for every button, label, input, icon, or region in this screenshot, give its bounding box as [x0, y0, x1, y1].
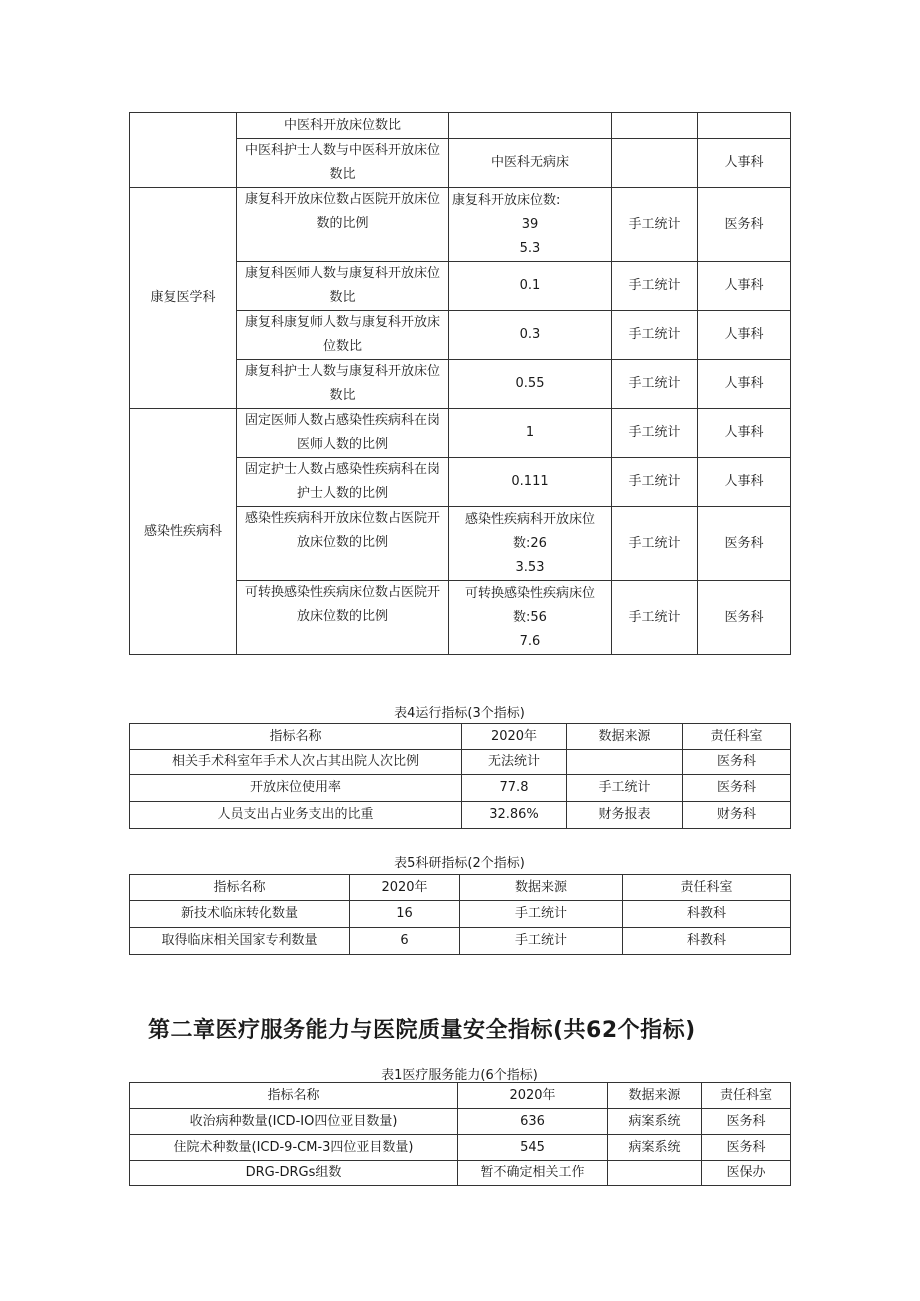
- header-cell: 数据来源: [608, 1083, 702, 1109]
- dept-cell: 医务科: [702, 1109, 791, 1135]
- indicator-cell: 取得临床相关国家专利数量: [130, 928, 350, 955]
- value-line: 3.53: [515, 559, 545, 575]
- value-line: 可转换感染性疾病床位: [464, 585, 595, 601]
- indicator-cell: 开放床位使用率: [130, 775, 462, 802]
- dept-cell: 医务科: [698, 581, 791, 655]
- header-cell: 责任科室: [683, 724, 791, 750]
- dept-cell: 人事科: [698, 262, 791, 311]
- header-cell: 数据来源: [460, 875, 623, 901]
- value-cell: 暂不确定相关工作: [458, 1161, 608, 1186]
- source-cell: 手工统计: [612, 188, 698, 262]
- group-cell: 感染性疾病科: [130, 409, 237, 655]
- table-row: [130, 113, 791, 139]
- indicator-cell: 新技术临床转化数量: [130, 901, 350, 928]
- table-row: [130, 1109, 791, 1135]
- dept-cell: 人事科: [698, 139, 791, 188]
- table5-caption: 表5科研指标(2个指标): [394, 856, 525, 871]
- table-row: [130, 188, 791, 262]
- value-cell: 32.86%: [462, 802, 567, 829]
- source-cell: 手工统计: [460, 901, 623, 928]
- table1-caption: 表1医疗服务能力(6个指标): [381, 1068, 538, 1083]
- value-cell: 16: [350, 901, 460, 928]
- dept-cell: [698, 113, 791, 139]
- value-cell: 77.8: [462, 775, 567, 802]
- table-row: [130, 750, 791, 775]
- source-cell: 手工统计: [612, 360, 698, 409]
- value-line: 感染性疾病科开放床位: [464, 511, 595, 527]
- group-cell: [130, 113, 237, 188]
- value-line: 康复科开放床位数:: [452, 192, 561, 208]
- value-cell: [449, 188, 612, 262]
- source-cell: 病案系统: [608, 1109, 702, 1135]
- value-cell: [449, 507, 612, 581]
- value-cell: 无法统计: [462, 750, 567, 775]
- dept-cell: 人事科: [698, 409, 791, 458]
- value-cell: 636: [458, 1109, 608, 1135]
- header-cell: 指标名称: [130, 1083, 458, 1109]
- source-cell: 财务报表: [567, 802, 683, 829]
- source-cell: 手工统计: [612, 507, 698, 581]
- indicator-cell: 人员支出占业务支出的比重: [130, 802, 462, 829]
- indicator-cell: 可转换感染性疾病床位数占医院开放床位数的比例: [237, 581, 449, 655]
- value-cell: [449, 113, 612, 139]
- value-line: 39: [521, 216, 539, 232]
- header-cell: 责任科室: [702, 1083, 791, 1109]
- chapter-title: 第二章医疗服务能力与医院质量安全指标(共62个指标): [148, 1018, 696, 1043]
- table-row: [130, 1135, 791, 1161]
- table-row: [130, 409, 791, 458]
- indicator-cell: 康复科开放床位数占医院开放床位数的比例: [237, 188, 449, 262]
- source-cell: 手工统计: [612, 262, 698, 311]
- indicator-cell: 收治病种数量(ICD-IO四位亚目数量): [130, 1109, 458, 1135]
- header-cell: 2020年: [462, 724, 567, 750]
- table-header-row: [130, 1083, 791, 1109]
- source-cell: [612, 139, 698, 188]
- indicator-cell: 感染性疾病科开放床位数占医院开放床位数的比例: [237, 507, 449, 581]
- value-line: 数:26: [513, 535, 547, 551]
- source-cell: 手工统计: [612, 458, 698, 507]
- header-cell: 指标名称: [130, 724, 462, 750]
- dept-cell: 医务科: [683, 775, 791, 802]
- value-cell: 中医科无病床: [449, 139, 612, 188]
- dept-cell: 人事科: [698, 311, 791, 360]
- table4: [129, 723, 791, 829]
- source-cell: 手工统计: [612, 409, 698, 458]
- indicator-cell: 中医科开放床位数比: [237, 113, 449, 139]
- dept-cell: 科教科: [623, 928, 791, 955]
- group-cell: 康复医学科: [130, 188, 237, 409]
- table-row: [130, 775, 791, 802]
- header-cell: 责任科室: [623, 875, 791, 901]
- value-line: 5.3: [519, 240, 541, 256]
- dept-cell: 医务科: [698, 507, 791, 581]
- dept-cell: 医保办: [702, 1161, 791, 1186]
- table1: [129, 1082, 791, 1186]
- value-line: 数:56: [513, 609, 547, 625]
- dept-cell: 人事科: [698, 360, 791, 409]
- source-cell: 病案系统: [608, 1135, 702, 1161]
- table-header-row: [130, 724, 791, 750]
- header-cell: 2020年: [350, 875, 460, 901]
- table-row: [130, 928, 791, 955]
- value-cell: 0.111: [449, 458, 612, 507]
- dept-cell: 科教科: [623, 901, 791, 928]
- indicator-cell: 固定医师人数占感染性疾病科在岗医师人数的比例: [237, 409, 449, 458]
- source-cell: [612, 113, 698, 139]
- table5: [129, 874, 791, 955]
- value-cell: 0.1: [449, 262, 612, 311]
- indicator-cell: 住院术种数量(ICD-9-CM-3四位亚目数量): [130, 1135, 458, 1161]
- source-cell: 手工统计: [612, 581, 698, 655]
- dept-cell: 医务科: [698, 188, 791, 262]
- indicator-cell: 相关手术科室年手术人次占其出院人次比例: [130, 750, 462, 775]
- table-row: [130, 1161, 791, 1186]
- table-header-row: [130, 875, 791, 901]
- value-cell: 6: [350, 928, 460, 955]
- indicator-cell: DRG-DRGs组数: [130, 1161, 458, 1186]
- indicator-cell: 固定护士人数占感染性疾病科在岗护士人数的比例: [237, 458, 449, 507]
- dept-cell: 财务科: [683, 802, 791, 829]
- source-cell: 手工统计: [612, 311, 698, 360]
- source-cell: 手工统计: [460, 928, 623, 955]
- indicator-cell: 康复科护士人数与康复科开放床位数比: [237, 360, 449, 409]
- indicator-cell: 康复科医师人数与康复科开放床位数比: [237, 262, 449, 311]
- table-row: [130, 802, 791, 829]
- header-cell: 2020年: [458, 1083, 608, 1109]
- value-cell: 545: [458, 1135, 608, 1161]
- source-cell: [608, 1161, 702, 1186]
- dept-cell: 医务科: [683, 750, 791, 775]
- indicator-cell: 康复科康复师人数与康复科开放床位数比: [237, 311, 449, 360]
- table-row: [130, 901, 791, 928]
- value-cell: 0.3: [449, 311, 612, 360]
- dept-cell: 医务科: [702, 1135, 791, 1161]
- table-top: [129, 112, 791, 655]
- value-cell: [449, 581, 612, 655]
- header-cell: 指标名称: [130, 875, 350, 901]
- dept-cell: 人事科: [698, 458, 791, 507]
- source-cell: [567, 750, 683, 775]
- value-cell: 0.55: [449, 360, 612, 409]
- indicator-cell: 中医科护士人数与中医科开放床位数比: [237, 139, 449, 188]
- table4-caption: 表4运行指标(3个指标): [394, 706, 525, 721]
- header-cell: 数据来源: [567, 724, 683, 750]
- source-cell: 手工统计: [567, 775, 683, 802]
- value-cell: 1: [449, 409, 612, 458]
- value-line: 7.6: [519, 633, 541, 649]
